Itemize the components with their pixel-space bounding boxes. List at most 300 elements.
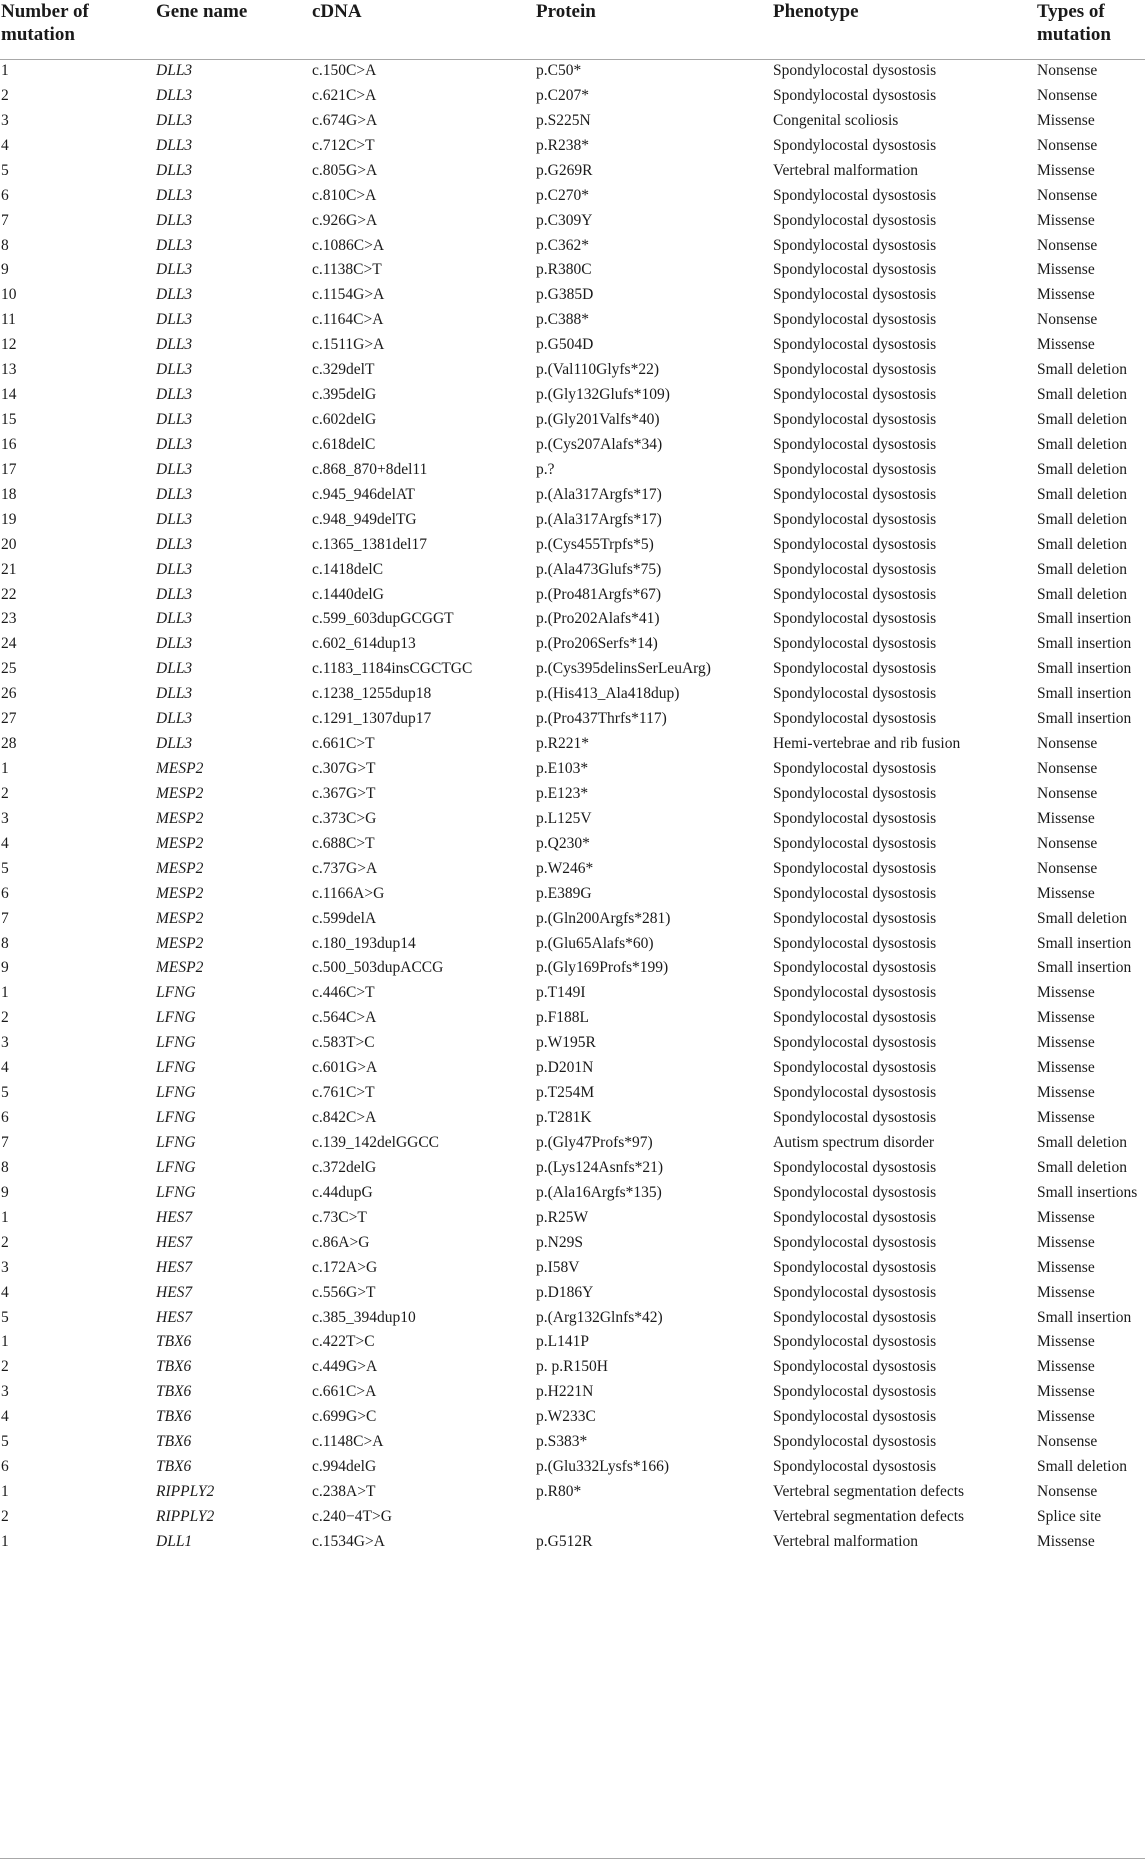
row-phenotype: Spondylocostal dysostosis bbox=[773, 1258, 937, 1276]
table-row bbox=[0, 283, 1145, 308]
table-row bbox=[0, 209, 1145, 234]
row-phenotype: Spondylocostal dysostosis bbox=[773, 834, 937, 852]
row-phenotype: Spondylocostal dysostosis bbox=[773, 1084, 937, 1102]
table-row bbox=[0, 408, 1145, 433]
header-gene-name: Gene name bbox=[156, 1, 248, 22]
row-phenotype: Spondylocostal dysostosis bbox=[773, 1034, 937, 1052]
row-protein: p.(Lys124Asnfs*21) bbox=[536, 1158, 664, 1176]
row-protein: p.(Pro202Alafs*41) bbox=[536, 610, 660, 628]
row-phenotype: Spondylocostal dysostosis bbox=[773, 211, 937, 229]
row-cdna: c.240−4T>G bbox=[312, 1507, 392, 1525]
row-phenotype: Vertebral malformation bbox=[773, 161, 919, 179]
row-mutation-type: Missense bbox=[1037, 286, 1095, 304]
row-gene-name: DLL3 bbox=[156, 161, 193, 179]
row-gene-name: DLL3 bbox=[156, 386, 193, 404]
row-cdna: c.1154G>A bbox=[312, 286, 385, 304]
row-protein: p.G512R bbox=[536, 1532, 593, 1550]
row-number: 14 bbox=[1, 386, 17, 404]
row-number: 6 bbox=[1, 186, 9, 204]
row-phenotype: Spondylocostal dysostosis bbox=[773, 1158, 937, 1176]
row-cdna: c.564C>A bbox=[312, 1009, 377, 1027]
row-phenotype: Spondylocostal dysostosis bbox=[773, 261, 937, 279]
row-number: 8 bbox=[1, 934, 9, 952]
row-cdna: c.1086C>A bbox=[312, 236, 385, 254]
row-gene-name: DLL3 bbox=[156, 635, 193, 653]
row-gene-name: DLL3 bbox=[156, 236, 193, 254]
table-row bbox=[0, 159, 1145, 184]
table-row bbox=[0, 533, 1145, 558]
table-row bbox=[0, 583, 1145, 608]
row-cdna: c.1183_1184insCGCTGC bbox=[312, 660, 473, 678]
table-row bbox=[0, 184, 1145, 209]
row-gene-name: HES7 bbox=[156, 1233, 193, 1251]
row-gene-name: DLL3 bbox=[156, 361, 193, 379]
row-phenotype: Spondylocostal dysostosis bbox=[773, 86, 937, 104]
row-protein: p.C362* bbox=[536, 236, 589, 254]
row-phenotype: Spondylocostal dysostosis bbox=[773, 585, 937, 603]
table-row bbox=[0, 1081, 1145, 1106]
row-mutation-type: Nonsense bbox=[1037, 760, 1098, 778]
table-row bbox=[0, 657, 1145, 682]
row-number: 5 bbox=[1, 1433, 9, 1451]
row-cdna: c.1291_1307dup17 bbox=[312, 710, 432, 728]
row-phenotype: Spondylocostal dysostosis bbox=[773, 884, 937, 902]
row-number: 10 bbox=[1, 286, 17, 304]
row-phenotype: Spondylocostal dysostosis bbox=[773, 959, 937, 977]
row-number: 8 bbox=[1, 1158, 9, 1176]
table-row bbox=[0, 607, 1145, 632]
row-protein: p.L125V bbox=[536, 809, 592, 827]
row-cdna: c.712C>T bbox=[312, 136, 375, 154]
row-mutation-type: Missense bbox=[1037, 1208, 1095, 1226]
table-row bbox=[0, 308, 1145, 333]
row-number: 6 bbox=[1, 884, 9, 902]
row-mutation-type: Small deletion bbox=[1037, 1133, 1127, 1151]
row-gene-name: DLL3 bbox=[156, 460, 193, 478]
row-phenotype: Spondylocostal dysostosis bbox=[773, 660, 937, 678]
row-mutation-type: Missense bbox=[1037, 1408, 1095, 1426]
row-protein: p.H221N bbox=[536, 1383, 594, 1401]
table-row bbox=[0, 832, 1145, 857]
table-row bbox=[0, 333, 1145, 358]
row-gene-name: DLL3 bbox=[156, 535, 193, 553]
row-number: 1 bbox=[1, 760, 9, 778]
header-protein: Protein bbox=[536, 1, 596, 22]
table-row bbox=[0, 1355, 1145, 1380]
row-protein: p.I58V bbox=[536, 1258, 580, 1276]
row-number: 17 bbox=[1, 460, 17, 478]
row-number: 1 bbox=[1, 984, 9, 1002]
row-cdna: c.307G>T bbox=[312, 760, 376, 778]
row-protein: p.(Gly132Glufs*109) bbox=[536, 386, 670, 404]
row-number: 23 bbox=[1, 610, 17, 628]
table-row bbox=[0, 732, 1145, 757]
row-phenotype: Vertebral malformation bbox=[773, 1532, 919, 1550]
row-gene-name: HES7 bbox=[156, 1308, 193, 1326]
row-protein: p.(Ala317Argfs*17) bbox=[536, 510, 662, 528]
row-mutation-type: Nonsense bbox=[1037, 86, 1098, 104]
row-number: 28 bbox=[1, 735, 17, 753]
row-mutation-type: Small deletion bbox=[1037, 510, 1127, 528]
row-protein: p.D201N bbox=[536, 1059, 594, 1077]
row-cdna: c.1418delC bbox=[312, 560, 384, 578]
row-phenotype: Spondylocostal dysostosis bbox=[773, 1458, 937, 1476]
row-number: 1 bbox=[1, 62, 9, 79]
row-protein: p.(Pro206Serfs*14) bbox=[536, 635, 658, 653]
row-number: 9 bbox=[1, 1183, 9, 1201]
row-protein: p.L141P bbox=[536, 1333, 589, 1351]
row-number: 2 bbox=[1, 86, 9, 104]
row-phenotype: Spondylocostal dysostosis bbox=[773, 984, 937, 1002]
row-phenotype: Spondylocostal dysostosis bbox=[773, 435, 937, 453]
row-cdna: c.1164C>A bbox=[312, 311, 384, 329]
row-cdna: c.945_946delAT bbox=[312, 485, 415, 503]
row-number: 1 bbox=[1, 1333, 9, 1351]
row-mutation-type: Small deletion bbox=[1037, 361, 1127, 379]
table-row bbox=[0, 1031, 1145, 1056]
row-protein: p.(His413_Ala418dup) bbox=[536, 685, 680, 703]
row-number: 1 bbox=[1, 1208, 9, 1226]
row-phenotype: Spondylocostal dysostosis bbox=[773, 560, 937, 578]
row-protein: p.(Cys395delinsSerLeuArg) bbox=[536, 660, 711, 678]
row-mutation-type: Nonsense bbox=[1037, 1433, 1098, 1451]
row-mutation-type: Small insertion bbox=[1037, 710, 1132, 728]
table-row bbox=[0, 234, 1145, 259]
row-number: 3 bbox=[1, 809, 9, 827]
row-phenotype: Spondylocostal dysostosis bbox=[773, 386, 937, 404]
row-mutation-type: Missense bbox=[1037, 1233, 1095, 1251]
row-mutation-type: Nonsense bbox=[1037, 311, 1098, 329]
row-phenotype: Spondylocostal dysostosis bbox=[773, 186, 937, 204]
row-cdna: c.688C>T bbox=[312, 834, 375, 852]
row-cdna: c.500_503dupACCG bbox=[312, 959, 444, 977]
table-row bbox=[0, 1006, 1145, 1031]
table-row bbox=[0, 1306, 1145, 1331]
row-gene-name: DLL3 bbox=[156, 660, 193, 678]
row-number: 9 bbox=[1, 261, 9, 279]
row-mutation-type: Small deletion bbox=[1037, 485, 1127, 503]
row-mutation-type: Small insertion bbox=[1037, 959, 1132, 977]
table-row bbox=[0, 433, 1145, 458]
row-cdna: c.1440delG bbox=[312, 585, 384, 603]
table-row bbox=[0, 508, 1145, 533]
row-protein: p.(Cys207Alafs*34) bbox=[536, 435, 663, 453]
row-cdna: c.139_142delGGCC bbox=[312, 1133, 440, 1151]
row-gene-name: LFNG bbox=[156, 984, 196, 1002]
row-gene-name: MESP2 bbox=[156, 959, 204, 977]
row-gene-name: DLL3 bbox=[156, 710, 193, 728]
row-mutation-type: Missense bbox=[1037, 211, 1095, 229]
row-number: 3 bbox=[1, 1258, 9, 1276]
row-cdna: c.805G>A bbox=[312, 161, 378, 179]
row-gene-name: DLL3 bbox=[156, 311, 193, 329]
row-mutation-type: Nonsense bbox=[1037, 1483, 1098, 1500]
row-number: 8 bbox=[1, 236, 9, 254]
row-phenotype: Spondylocostal dysostosis bbox=[773, 685, 937, 703]
row-number: 5 bbox=[1, 1084, 9, 1102]
row-number: 7 bbox=[1, 909, 9, 927]
table-row bbox=[0, 857, 1145, 882]
row-cdna: c.556G>T bbox=[312, 1283, 376, 1301]
row-mutation-type: Missense bbox=[1037, 161, 1095, 179]
row-mutation-type: Missense bbox=[1037, 1258, 1095, 1276]
row-cdna: c.737G>A bbox=[312, 859, 378, 877]
row-gene-name: HES7 bbox=[156, 1258, 193, 1276]
row-number: 3 bbox=[1, 1034, 9, 1052]
row-mutation-type: Missense bbox=[1037, 1034, 1095, 1052]
table-row bbox=[0, 1206, 1145, 1231]
row-mutation-type: Splice site bbox=[1037, 1507, 1102, 1525]
row-gene-name: HES7 bbox=[156, 1208, 193, 1226]
row-cdna: c.1534G>A bbox=[312, 1532, 385, 1550]
row-phenotype: Spondylocostal dysostosis bbox=[773, 784, 937, 802]
row-mutation-type: Missense bbox=[1037, 336, 1095, 354]
row-cdna: c.86A>G bbox=[312, 1233, 370, 1251]
row-mutation-type: Missense bbox=[1037, 1084, 1095, 1102]
row-gene-name: LFNG bbox=[156, 1009, 196, 1027]
row-number: 2 bbox=[1, 1507, 9, 1525]
row-mutation-type: Missense bbox=[1037, 1383, 1095, 1401]
row-gene-name: DLL3 bbox=[156, 610, 193, 628]
row-phenotype: Spondylocostal dysostosis bbox=[773, 1408, 937, 1426]
row-protein: p.R25W bbox=[536, 1208, 589, 1226]
row-number: 15 bbox=[1, 411, 17, 429]
row-protein: p.N29S bbox=[536, 1233, 583, 1251]
row-protein: p.T254M bbox=[536, 1084, 595, 1102]
table-row bbox=[0, 1181, 1145, 1206]
row-protein: p.R380C bbox=[536, 261, 592, 279]
row-gene-name: DLL3 bbox=[156, 211, 193, 229]
row-gene-name: LFNG bbox=[156, 1084, 196, 1102]
table-row bbox=[0, 1256, 1145, 1281]
table-row bbox=[0, 1156, 1145, 1181]
row-phenotype: Spondylocostal dysostosis bbox=[773, 336, 937, 354]
header-number-of-mutation: Number of mutation bbox=[1, 1, 89, 45]
row-gene-name: MESP2 bbox=[156, 884, 204, 902]
row-mutation-type: Missense bbox=[1037, 809, 1095, 827]
table-row bbox=[0, 1281, 1145, 1306]
row-phenotype: Spondylocostal dysostosis bbox=[773, 535, 937, 553]
row-mutation-type: Nonsense bbox=[1037, 784, 1098, 802]
row-protein: p.D186Y bbox=[536, 1283, 594, 1301]
row-cdna: c.1365_1381del17 bbox=[312, 535, 427, 553]
row-gene-name: MESP2 bbox=[156, 934, 204, 952]
row-phenotype: Spondylocostal dysostosis bbox=[773, 1358, 937, 1376]
row-phenotype: Spondylocostal dysostosis bbox=[773, 460, 937, 478]
table-bottom-rule bbox=[0, 1858, 1145, 1859]
row-cdna: c.329delT bbox=[312, 361, 375, 379]
row-cdna: c.172A>G bbox=[312, 1258, 378, 1276]
row-gene-name: LFNG bbox=[156, 1183, 196, 1201]
row-number: 4 bbox=[1, 136, 9, 154]
row-gene-name: TBX6 bbox=[156, 1383, 192, 1401]
row-number: 27 bbox=[1, 710, 17, 728]
row-mutation-type: Small deletion bbox=[1037, 560, 1127, 578]
table-row bbox=[0, 907, 1145, 932]
row-phenotype: Congenital scoliosis bbox=[773, 111, 899, 129]
row-protein: p.S383* bbox=[536, 1433, 588, 1451]
row-protein: p. p.R150H bbox=[536, 1358, 608, 1376]
row-phenotype: Spondylocostal dysostosis bbox=[773, 610, 937, 628]
table-row bbox=[0, 59, 1145, 84]
row-phenotype: Spondylocostal dysostosis bbox=[773, 286, 937, 304]
row-cdna: c.661C>A bbox=[312, 1383, 377, 1401]
row-gene-name: DLL3 bbox=[156, 485, 193, 503]
row-number: 12 bbox=[1, 336, 17, 354]
row-gene-name: MESP2 bbox=[156, 784, 204, 802]
row-gene-name: DLL3 bbox=[156, 735, 193, 753]
table-row bbox=[0, 258, 1145, 283]
row-gene-name: DLL3 bbox=[156, 560, 193, 578]
row-protein: p.T149I bbox=[536, 984, 586, 1002]
row-gene-name: DLL3 bbox=[156, 261, 193, 279]
table-row bbox=[0, 956, 1145, 981]
row-number: 25 bbox=[1, 660, 17, 678]
row-gene-name: DLL3 bbox=[156, 585, 193, 603]
row-cdna: c.1138C>T bbox=[312, 261, 382, 279]
row-number: 1 bbox=[1, 1532, 9, 1550]
row-phenotype: Spondylocostal dysostosis bbox=[773, 760, 937, 778]
row-cdna: c.73C>T bbox=[312, 1208, 367, 1226]
row-protein: p.C50* bbox=[536, 62, 582, 79]
row-mutation-type: Small insertion bbox=[1037, 1308, 1132, 1326]
row-mutation-type: Nonsense bbox=[1037, 834, 1098, 852]
row-number: 9 bbox=[1, 959, 9, 977]
row-cdna: c.599delA bbox=[312, 909, 377, 927]
row-mutation-type: Missense bbox=[1037, 111, 1095, 129]
row-phenotype: Spondylocostal dysostosis bbox=[773, 1208, 937, 1226]
row-protein: p.(Glu65Alafs*60) bbox=[536, 934, 654, 952]
row-gene-name: DLL3 bbox=[156, 510, 193, 528]
row-phenotype: Spondylocostal dysostosis bbox=[773, 809, 937, 827]
row-gene-name: LFNG bbox=[156, 1133, 196, 1151]
row-cdna: c.1166A>G bbox=[312, 884, 385, 902]
row-phenotype: Spondylocostal dysostosis bbox=[773, 236, 937, 254]
row-protein: p.E123* bbox=[536, 784, 589, 802]
row-phenotype: Spondylocostal dysostosis bbox=[773, 311, 937, 329]
table-row bbox=[0, 1106, 1145, 1131]
table-row bbox=[0, 682, 1145, 707]
row-protein: p.C388* bbox=[536, 311, 589, 329]
row-protein: p.(Cys455Trpfs*5) bbox=[536, 535, 654, 553]
table-row bbox=[0, 1405, 1145, 1430]
row-number: 16 bbox=[1, 435, 17, 453]
row-mutation-type: Small insertion bbox=[1037, 934, 1132, 952]
row-phenotype: Spondylocostal dysostosis bbox=[773, 909, 937, 927]
row-mutation-type: Missense bbox=[1037, 1532, 1095, 1550]
row-gene-name: DLL3 bbox=[156, 336, 193, 354]
row-number: 4 bbox=[1, 1408, 9, 1426]
row-protein: p.G385D bbox=[536, 286, 594, 304]
row-protein: p.(Gly201Valfs*40) bbox=[536, 411, 660, 429]
row-mutation-type: Small deletion bbox=[1037, 535, 1127, 553]
row-protein: p.(Pro437Thrfs*117) bbox=[536, 710, 667, 728]
row-number: 20 bbox=[1, 535, 17, 553]
row-phenotype: Spondylocostal dysostosis bbox=[773, 710, 937, 728]
row-number: 22 bbox=[1, 585, 17, 603]
row-gene-name: LFNG bbox=[156, 1034, 196, 1052]
row-gene-name: DLL3 bbox=[156, 435, 193, 453]
row-cdna: c.372delG bbox=[312, 1158, 377, 1176]
table-row bbox=[0, 1056, 1145, 1081]
row-protein: p.? bbox=[536, 460, 555, 478]
row-phenotype: Vertebral segmentation defects bbox=[773, 1483, 965, 1500]
row-phenotype: Spondylocostal dysostosis bbox=[773, 1283, 937, 1301]
table-row bbox=[0, 1505, 1145, 1530]
row-protein: p.S225N bbox=[536, 111, 591, 129]
row-gene-name: LFNG bbox=[156, 1158, 196, 1176]
row-phenotype: Spondylocostal dysostosis bbox=[773, 411, 937, 429]
table-row bbox=[0, 757, 1145, 782]
row-cdna: c.583T>C bbox=[312, 1034, 375, 1052]
row-mutation-type: Small deletion bbox=[1037, 386, 1127, 404]
table-row bbox=[0, 383, 1145, 408]
row-protein: p.C270* bbox=[536, 186, 589, 204]
row-phenotype: Spondylocostal dysostosis bbox=[773, 1233, 937, 1251]
row-phenotype: Spondylocostal dysostosis bbox=[773, 1059, 937, 1077]
row-protein: p.(Ala317Argfs*17) bbox=[536, 485, 662, 503]
row-cdna: c.618delC bbox=[312, 435, 376, 453]
table-row bbox=[0, 1455, 1145, 1480]
row-mutation-type: Missense bbox=[1037, 1009, 1095, 1027]
row-number: 3 bbox=[1, 1383, 9, 1401]
row-phenotype: Spondylocostal dysostosis bbox=[773, 136, 937, 154]
row-mutation-type: Small deletion bbox=[1037, 411, 1127, 429]
row-mutation-type: Small deletion bbox=[1037, 585, 1127, 603]
row-gene-name: MESP2 bbox=[156, 859, 204, 877]
table-row bbox=[0, 782, 1145, 807]
row-protein: p.(Gln200Argfs*281) bbox=[536, 909, 671, 927]
row-protein: p.(Pro481Argfs*67) bbox=[536, 585, 661, 603]
row-cdna: c.1511G>A bbox=[312, 336, 385, 354]
row-phenotype: Spondylocostal dysostosis bbox=[773, 1109, 937, 1127]
row-cdna: c.661C>T bbox=[312, 735, 375, 753]
row-protein: p.R238* bbox=[536, 136, 589, 154]
row-number: 24 bbox=[1, 635, 17, 653]
table-row bbox=[0, 483, 1145, 508]
table-row bbox=[0, 632, 1145, 657]
row-protein: p.E389G bbox=[536, 884, 592, 902]
table-row bbox=[0, 1330, 1145, 1355]
row-number: 11 bbox=[1, 311, 16, 329]
row-gene-name: RIPPLY2 bbox=[156, 1507, 215, 1525]
row-cdna: c.994delG bbox=[312, 1458, 377, 1476]
row-cdna: c.621C>A bbox=[312, 86, 377, 104]
row-number: 13 bbox=[1, 361, 17, 379]
row-gene-name: TBX6 bbox=[156, 1333, 192, 1351]
row-protein: p.W233C bbox=[536, 1408, 596, 1426]
row-mutation-type: Small insertion bbox=[1037, 635, 1132, 653]
row-phenotype: Spondylocostal dysostosis bbox=[773, 1183, 937, 1201]
row-cdna: c.422T>C bbox=[312, 1333, 375, 1351]
row-protein: p.F188L bbox=[536, 1009, 589, 1027]
table-row bbox=[0, 1480, 1145, 1505]
row-mutation-type: Nonsense bbox=[1037, 735, 1098, 753]
row-mutation-type: Missense bbox=[1037, 1059, 1095, 1077]
row-number: 4 bbox=[1, 1059, 9, 1077]
row-mutation-type: Nonsense bbox=[1037, 186, 1098, 204]
row-gene-name: TBX6 bbox=[156, 1433, 192, 1451]
row-phenotype: Spondylocostal dysostosis bbox=[773, 485, 937, 503]
table-row bbox=[0, 932, 1145, 957]
row-protein: p.C207* bbox=[536, 86, 589, 104]
header-phenotype: Phenotype bbox=[773, 1, 859, 22]
row-protein: p.Q230* bbox=[536, 834, 590, 852]
row-gene-name: MESP2 bbox=[156, 760, 204, 778]
row-cdna: c.761C>T bbox=[312, 1084, 375, 1102]
row-cdna: c.446C>T bbox=[312, 984, 375, 1002]
row-mutation-type: Missense bbox=[1037, 984, 1095, 1002]
